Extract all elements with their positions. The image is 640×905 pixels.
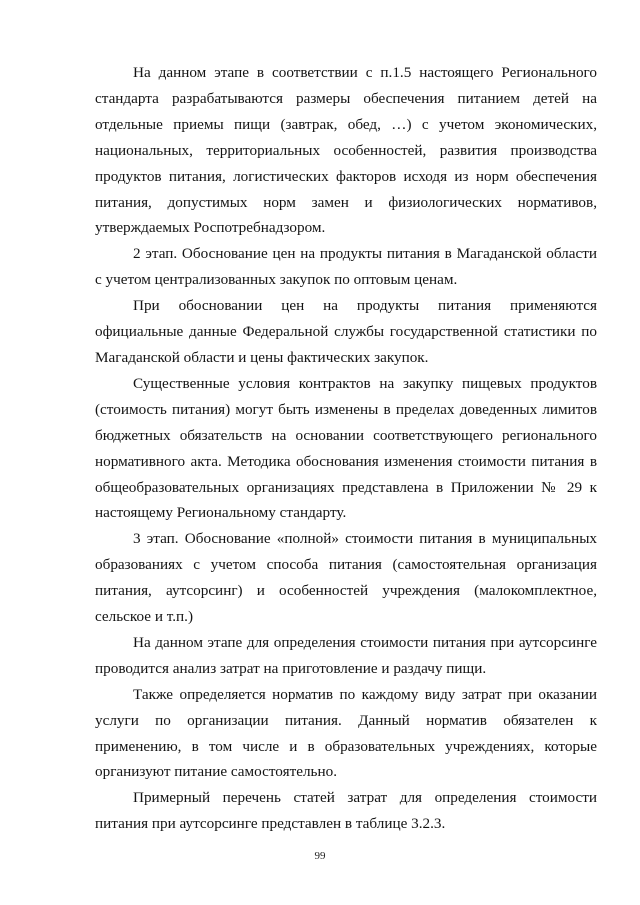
paragraph-stage-1-details: На данном этапе в соответствии с п.1.5 настоящего Регионального стандарта разрабатываются размеры обеспечения питанием детей на отдельные приемы пищи (завтрак, обед, …) с учетом экономических, национальных, территориальных особенностей, развития производства продуктов питания, логистических факторов исходя из норм обеспечения питания, допустимых норм замен и физиологических нормативов, утверждаемых Роспотребнадзором.	[95, 64, 597, 237]
paragraph-cost-list-reference: Примерный перечень статей затрат для определения стоимости питания при аутсорсинге представлен в таблице 3.2.3.	[95, 789, 597, 833]
paragraph-contract-conditions: Существенные условия контрактов на закупку пищевых продуктов (стоимость питания) могут быть изменены в пределах доведенных лимитов бюджетных обязательств на основании соответствующего регионального нормативного акта. Методика обоснования изменения стоимости питания в общеобразовательных организациях представлена в Приложении № 29 к настоящему Региональному стандарту.	[95, 374, 597, 522]
paragraph-stage-3-title: 3 этап. Обоснование «полной» стоимости питания в муниципальных образованиях с учетом способа питания (самостоятельная организация питания, аутсорсинг) и особенностей учреждения (малокомплектное, сельское и т.п.)	[95, 530, 597, 626]
paragraph-outsourcing-analysis: На данном этапе для определения стоимости питания при аутсорсинге проводится анализ затрат на приготовление и раздачу пищи.	[95, 633, 597, 677]
page-number: 99	[314, 850, 326, 862]
paragraph-stage-2-title: 2 этап. Обоснование цен на продукты питания в Магаданской области с учетом централизованных закупок по оптовым ценам.	[95, 245, 597, 289]
paragraph-cost-norm: Также определяется норматив по каждому виду затрат при оказании услуги по организации питания. Данный норматив обязателен к применению, в том числе и в образовательных учреждениях, которые организуют питание самостоятельно.	[95, 685, 597, 781]
paragraph-price-justification: При обосновании цен на продукты питания применяются официальные данные Федеральной службы государственной статистики по Магаданской области и цены фактических закупок.	[95, 297, 597, 366]
document-body	[95, 60, 597, 837]
